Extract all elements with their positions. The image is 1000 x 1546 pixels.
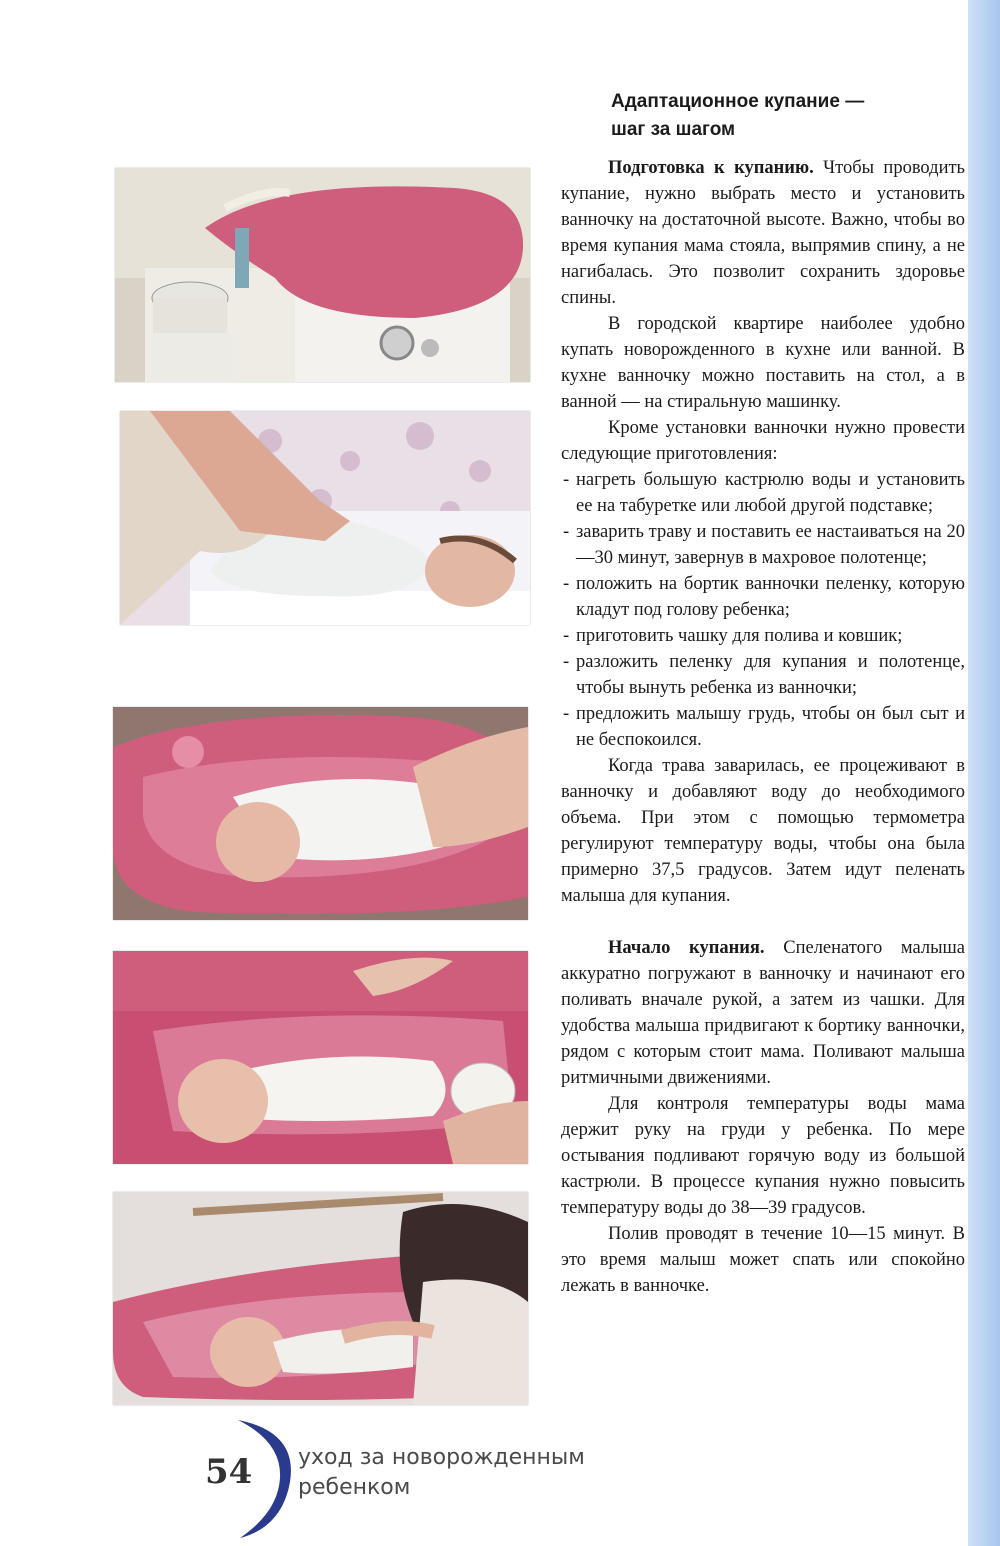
preparation-paragraph-3: Кроме установки ванночки нужно провести следующие приготовления: [561, 418, 965, 464]
heading-line-1: Адаптационное купание — [611, 91, 865, 112]
list-item: - разложить пеленку для купания и полотенце, чтобы вынуть ребенка из ванночки; [561, 649, 965, 701]
footer-title-line-2: ребенком [298, 1475, 411, 1500]
footer-arc-decoration [230, 1412, 300, 1542]
photo-mother-with-hand-on-baby [113, 1192, 528, 1405]
preparation-lead: Подготовка к купанию. [608, 158, 814, 178]
start-paragraph-2: Для контроля температуры воды мама держит руку на груди у ребенка. По мере остывания подливают горячую воду из большой кастрюли. В процессе купания нужно повысить температуру воды до 38—39 градусов. [561, 1094, 965, 1218]
list-item: - нагреть большую кастрюлю воды и установить ее на табуретке или любой другой подставке; [561, 467, 965, 519]
preparation-list [561, 467, 965, 753]
list-item: - приготовить чашку для полива и ковшик; [561, 623, 965, 649]
page-number: 54 [205, 1452, 253, 1492]
side-color-strip [968, 0, 1000, 1546]
start-lead: Начало купания. [608, 938, 765, 958]
heading-line-2: шаг за шагом [611, 119, 736, 140]
preparation-paragraph-2: В городской квартире наиболее удобно купать новорожденного в кухне или ванной. В кухне ванночку можно поставить на стол, а в ванной — на стиральную машинку. [561, 314, 965, 412]
start-paragraph-1: Начало купания. Спеленатого малыша аккуратно погружают в ванночку и начинают его поливать вначале рукой, а затем из чашки. Для удобства малыша придвигают к бортику ванночки, рядом с которым стоит мама. Поливают малыша ритмичными движениями. [561, 938, 965, 1088]
list-item: - положить на бортик ванночки пеленку, которую кладут под голову ребенка; [561, 571, 965, 623]
section-heading [611, 88, 941, 144]
photo-tub-on-washing-machine [115, 168, 530, 382]
preparation-paragraph-1: Подготовка к купанию. Чтобы проводить купание, нужно выбрать место и установить ванночку на достаточной высоте. Важно, чтобы во время купания мама стояла, выпрямив спину, а не нагибалась. Это позволит сохранить здоровье спины. [561, 158, 965, 308]
running-footer-title [298, 1443, 585, 1503]
article-text [561, 155, 965, 1299]
footer-title-line-1: уход за новорожденным [298, 1445, 585, 1470]
preparation-paragraph-4: Когда трава заварилась, ее процеживают в ванночку и добавляют воду до необходимого объема. При этом с помощью термометра регулируют температуру воды, чтобы она была примерно 37,5 градусов. Затем идут пеленать малыша для купания. [561, 756, 965, 906]
photo-pouring-water [113, 951, 528, 1164]
list-item: - заварить траву и поставить ее настаиваться на 20—30 минут, завернув в махровое полотенце; [561, 519, 965, 571]
list-item: - предложить малышу грудь, чтобы он был сыт и не беспокоился. [561, 701, 965, 753]
photo-baby-in-tub [113, 707, 528, 920]
start-paragraph-3: Полив проводят в течение 10—15 минут. В это время малыш может спать или спокойно лежать в ванночке. [561, 1224, 965, 1296]
photo-swaddling-baby [120, 411, 530, 625]
